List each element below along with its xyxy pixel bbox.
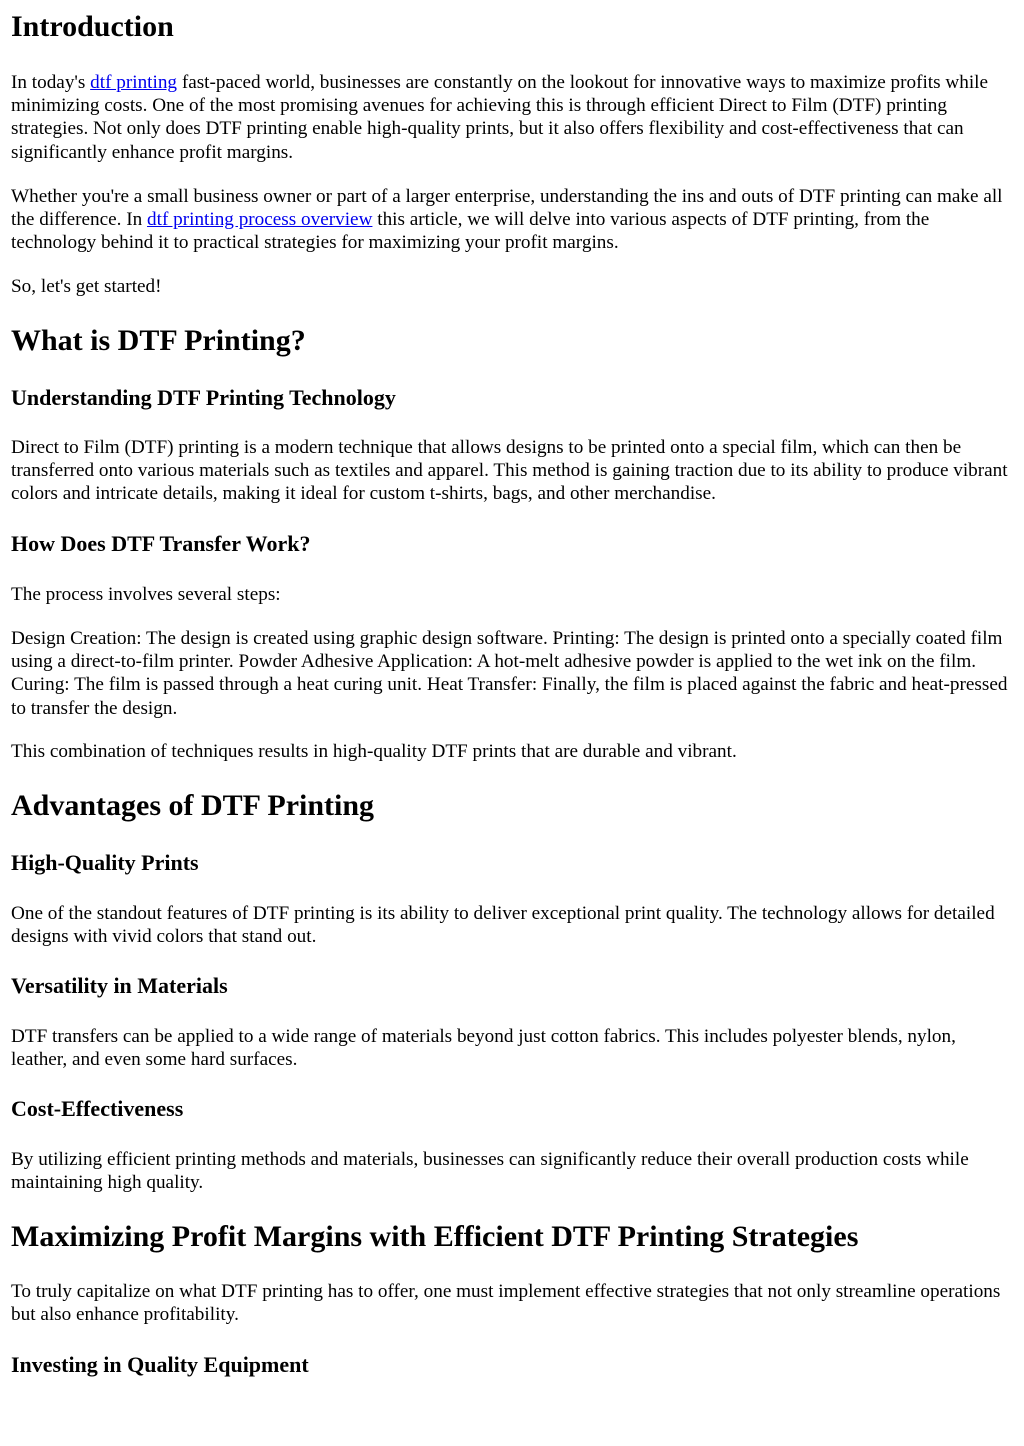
dtf-printing-link[interactable]: dtf printing [90,72,178,93]
intro-p1-text-before: In today's [11,72,91,93]
cost-effectiveness-paragraph: By utilizing efficient printing methods and materials, businesses can significantly reduce their overall production costs while maintaining high quality. [11,1149,969,1194]
dtf-process-overview-link[interactable]: dtf printing process overview [147,209,373,231]
understanding-technology-heading: Understanding DTF Printing Technology [11,385,396,410]
intro-paragraph-1 [11,71,1015,164]
intro-p2-text-before: Whether you're a small business owner or part of a larger enterprise, understanding the ins and outs of DTF printing can make all the difference. In [11,186,1003,231]
what-is-dtf-heading: What is DTF Printing? [11,324,306,357]
intro-paragraph-3: So, let's get started! [11,276,162,297]
cost-effectiveness-heading: Cost-Effectiveness [11,1096,184,1121]
process-intro-paragraph: The process involves several steps: [11,584,281,605]
advantages-heading: Advantages of DTF Printing [11,789,375,822]
intro-p1-text-after: fast-paced world, businesses are constantly on the lookout for innovative ways to maximize profits while minimizing costs. One of the most promising avenues for achieving this is through efficient Direct to Film (DTF) printing strategies. Not only does DTF printing enable high-quality prints, but it also offers flexibility and cost-effectiveness that can significantly enhance profit margins. [11,72,989,163]
maximizing-profit-paragraph: To truly capitalize on what DTF printing has to offer, one must implement effective strategies that not only streamline operations but also enhance profitability. [11,1281,1001,1326]
versatility-heading: Versatility in Materials [11,973,228,998]
how-transfer-works-heading: How Does DTF Transfer Work? [11,531,311,556]
investing-equipment-heading: Investing in Quality Equipment [11,1352,309,1377]
introduction-heading: Introduction [11,10,174,43]
understanding-technology-paragraph: Direct to Film (DTF) printing is a modern technique that allows designs to be printed onto a special film, which can then be transferred onto various materials such as textiles and apparel. This method is gaining traction due to its ability to produce vibrant colors and intricate details, making it ideal for custom t-shirts, bags, and other merchandise. [11,437,1008,505]
process-steps-paragraph: Design Creation: The design is created using graphic design software. Printing: The design is printed onto a specially coated film using a direct-to-film printer. Powder Adhesive Application: A hot-melt adhesive powder is applied to the wet ink on the film. Curing: The film is passed through a heat curing unit. Heat Transfer: Finally, the film is placed against the fabric and heat-pressed to transfer the design. [11,628,1008,719]
high-quality-prints-paragraph: One of the standout features of DTF printing is its ability to deliver exceptional print quality. The technology allows for detailed designs with vivid colors that stand out. [11,903,995,948]
high-quality-prints-heading: High-Quality Prints [11,850,199,875]
maximizing-profit-heading: Maximizing Profit Margins with Efficient DTF Printing Strategies [11,1220,859,1253]
intro-paragraph-2 [11,185,1015,255]
intro-p2-text-after: this article, we will delve into various aspects of DTF printing, from the technology behind it to practical strategies for maximizing your profit margins. [11,209,930,254]
process-conclusion-paragraph: This combination of techniques results in high-quality DTF prints that are durable and vibrant. [11,741,737,762]
versatility-paragraph: DTF transfers can be applied to a wide range of materials beyond just cotton fabrics. This includes polyester blends, nylon, leather, and even some hard surfaces. [11,1026,956,1071]
